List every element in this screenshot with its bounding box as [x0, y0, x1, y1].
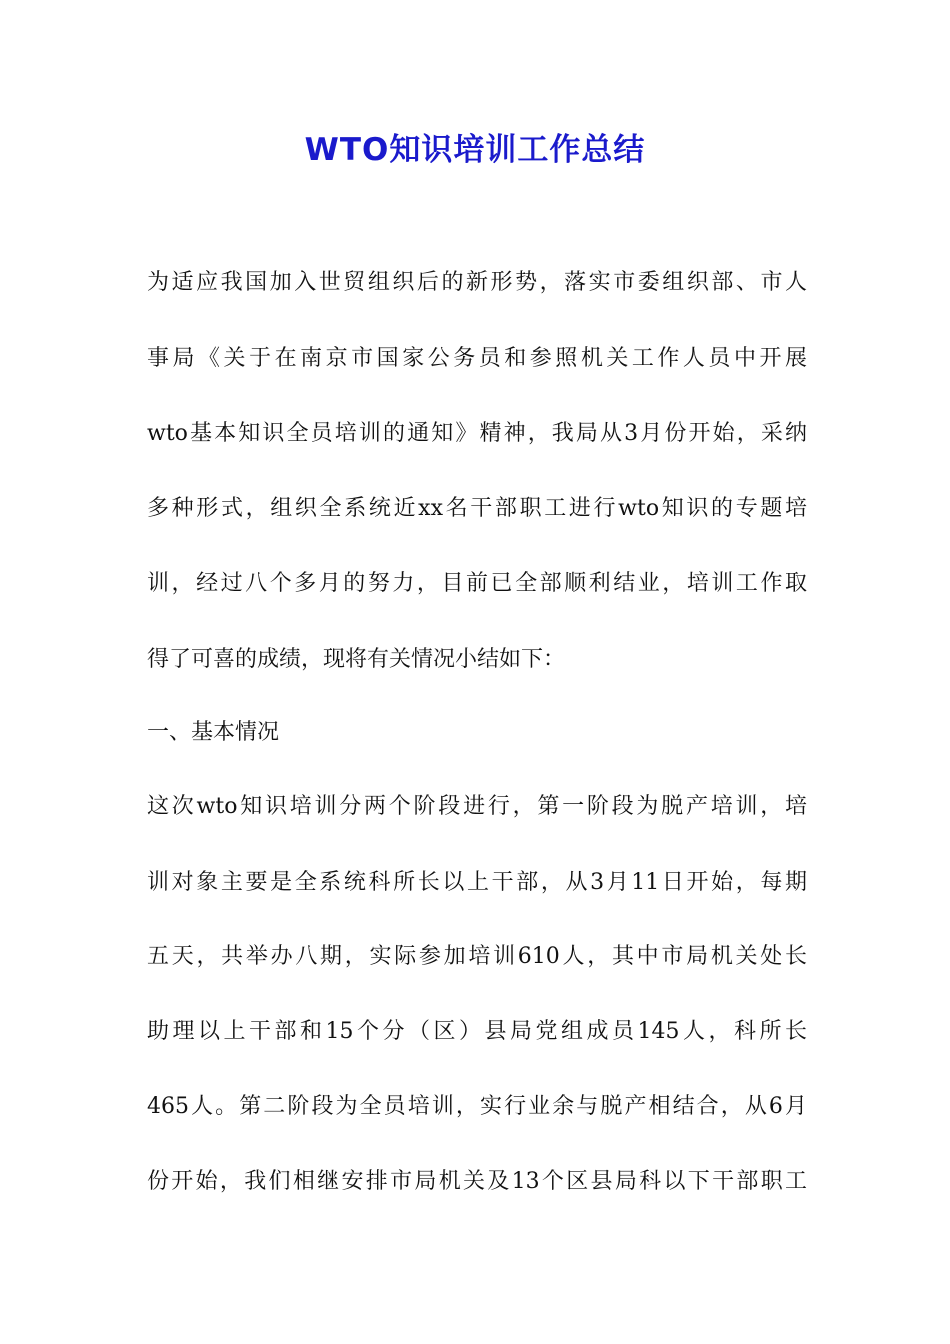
paragraph-line: 这次wto知识培训分两个阶段进行，第一阶段为脱产培训，培	[147, 794, 807, 819]
paragraph-line: wto基本知识全员培训的通知》精神，我局从3月份开始，采纳	[147, 421, 807, 446]
paragraph-line: 多种形式，组织全系统近xx名干部职工进行wto知识的专题培	[147, 496, 807, 521]
section-heading: 一、基本情况	[147, 720, 280, 745]
paragraph-line: 训，经过八个多月的努力，目前已全部顺利结业，培训工作取	[147, 571, 807, 596]
paragraph-line: 465人。第二阶段为全员培训，实行业余与脱产相结合，从6月	[147, 1094, 807, 1119]
paragraph-line: 训对象主要是全系统科所长以上干部，从3月11日开始，每期	[147, 870, 807, 895]
paragraph-line: 得了可喜的成绩，现将有关情况小结如下：	[147, 647, 566, 672]
paragraph-line: 事局《关于在南京市国家公务员和参照机关工作人员中开展	[147, 346, 807, 371]
paragraph-line: 为适应我国加入世贸组织后的新形势，落实市委组织部、市人	[147, 270, 807, 295]
document-title: WTO知识培训工作总结	[304, 132, 646, 168]
paragraph-line: 五天，共举办八期，实际参加培训610人，其中市局机关处长	[147, 944, 807, 969]
paragraph-line: 份开始，我们相继安排市局机关及13个区县局科以下干部职工	[147, 1169, 807, 1194]
paragraph-line: 助理以上干部和15个分（区）县局党组成员145人，科所长	[147, 1019, 807, 1044]
